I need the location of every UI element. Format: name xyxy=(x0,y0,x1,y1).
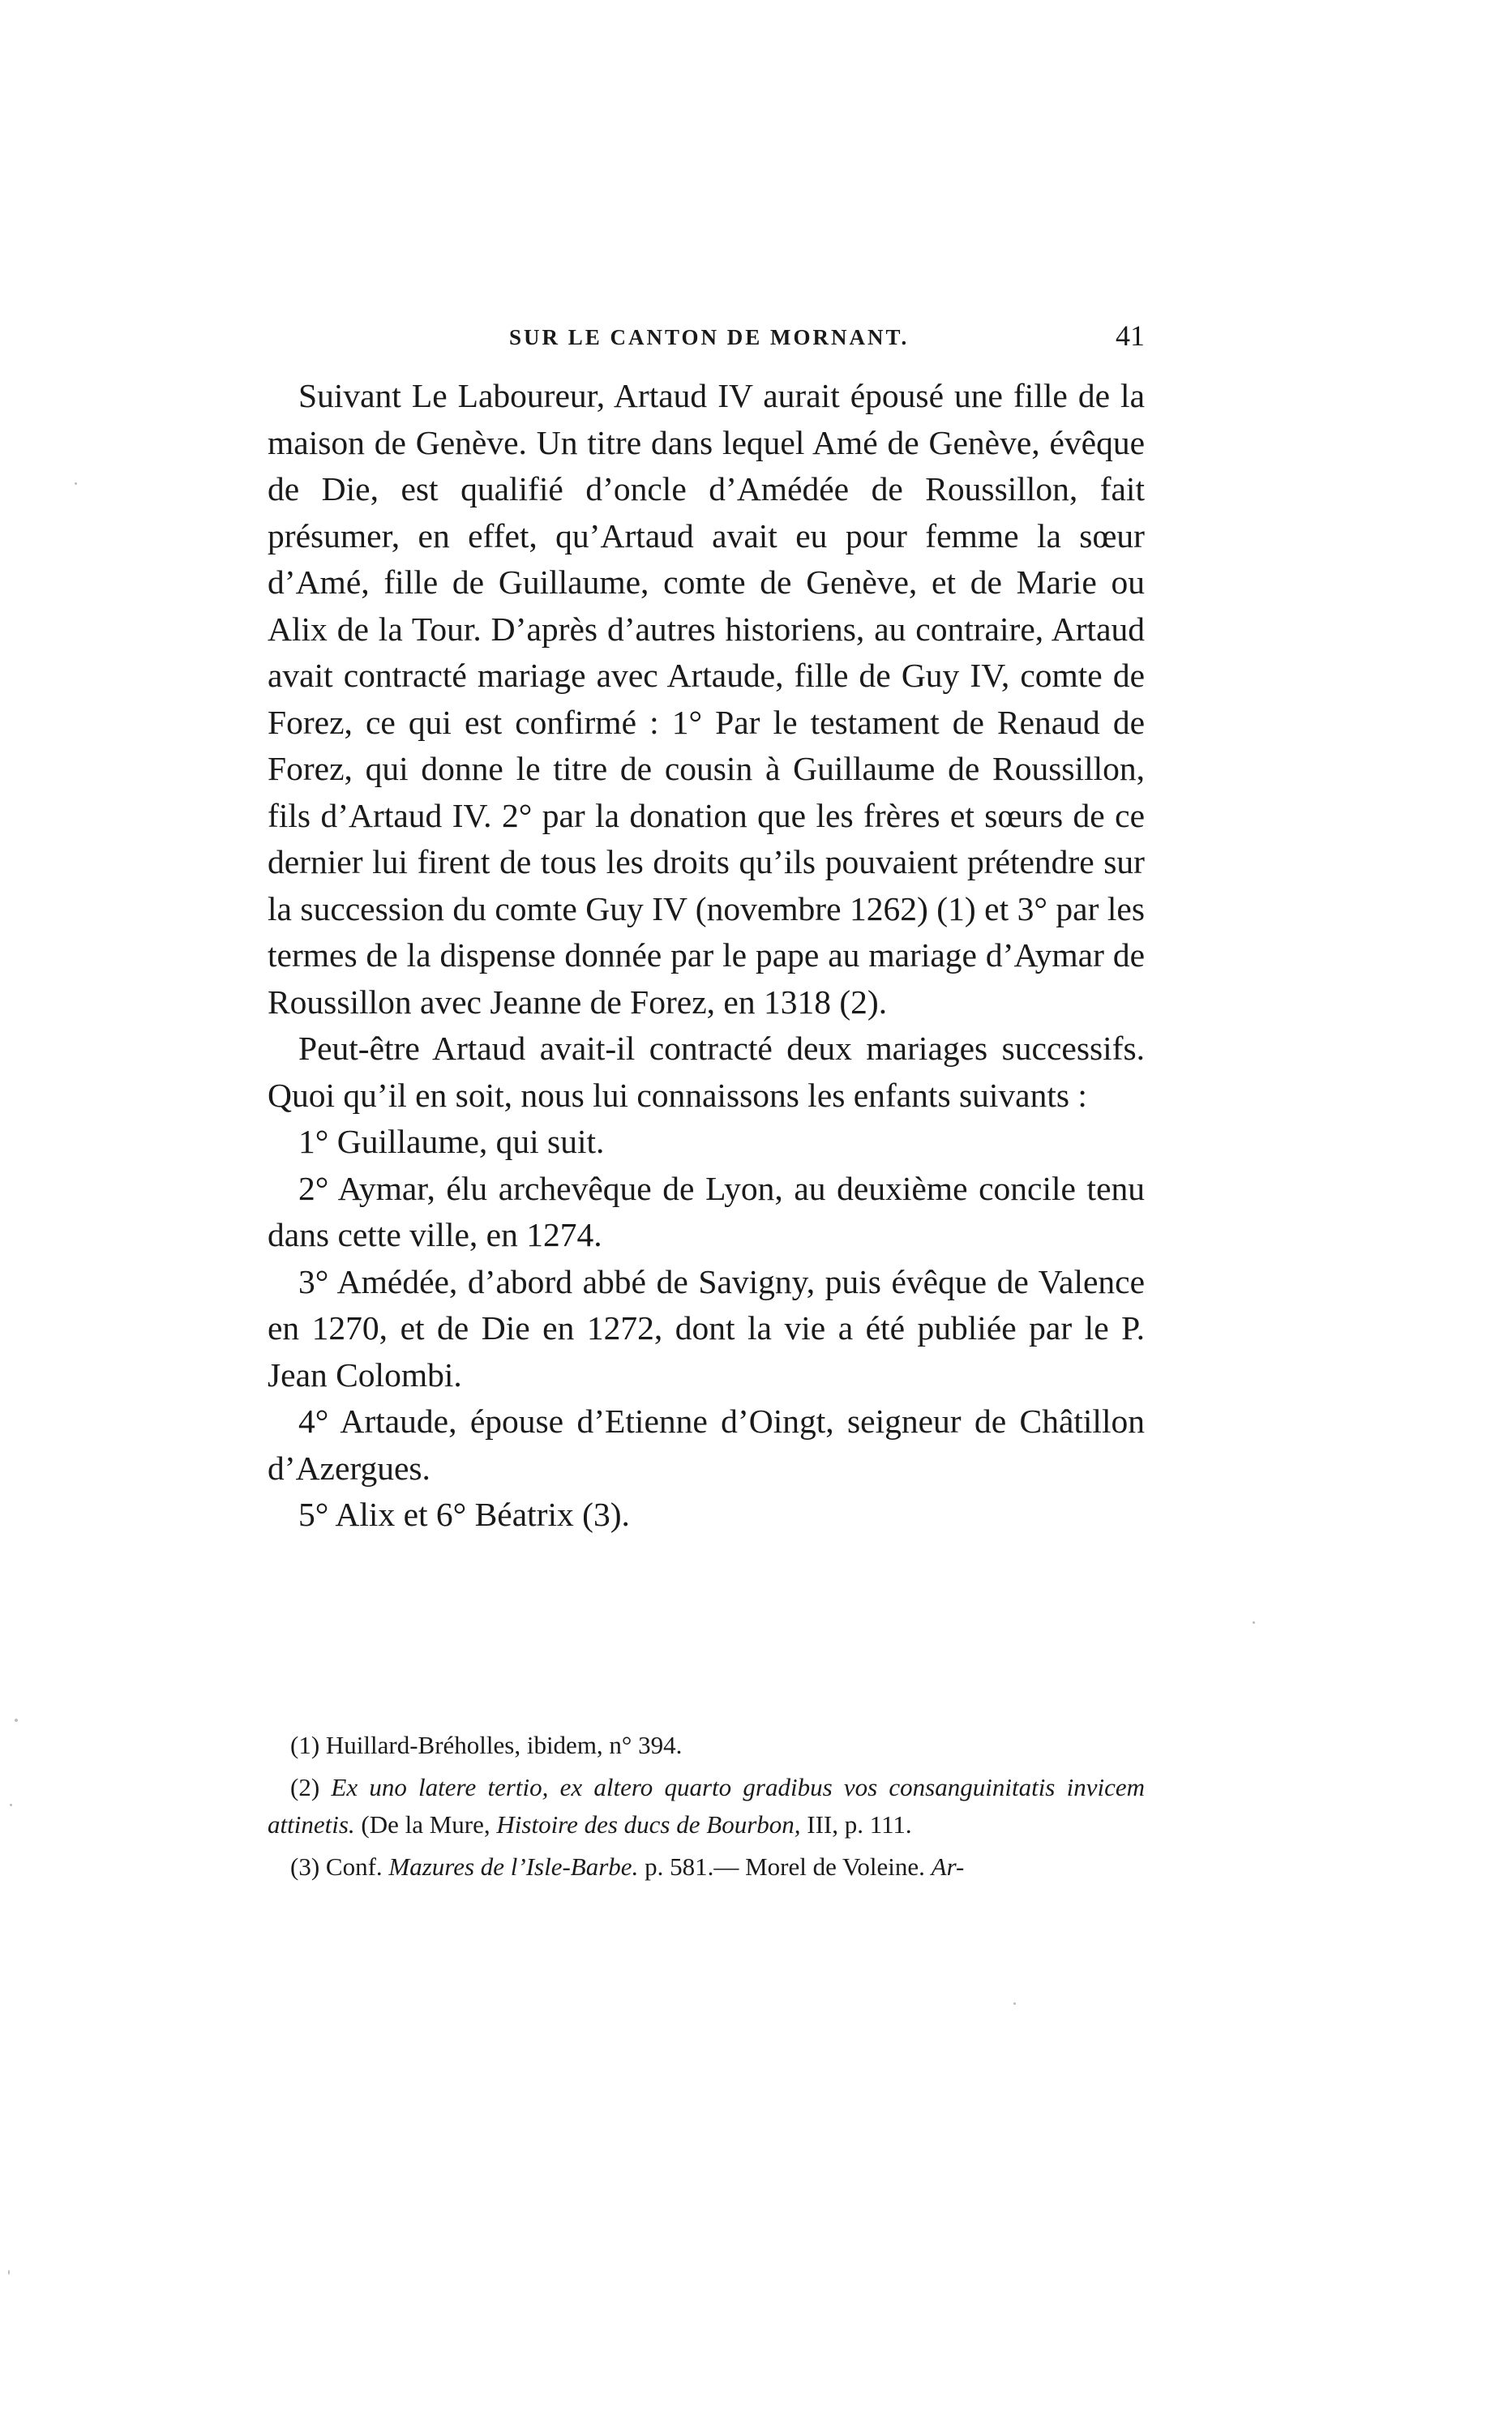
list-item: 5° Alix et 6° Béatrix (3). xyxy=(298,1496,630,1533)
footnote-3 xyxy=(268,1848,1145,1886)
footnote-1: (1) Huillard-Bréholles, ibidem, n° 394. xyxy=(290,1731,683,1759)
running-title: SUR LE CANTON DE MORNANT. xyxy=(509,325,910,349)
footnote-2-source: (De la Mure, xyxy=(361,1810,490,1839)
footnote-2-mark: (2) xyxy=(290,1773,320,1801)
footnote-3-book-title: Mazures de l’Isle-Barbe. xyxy=(388,1852,639,1881)
speck xyxy=(15,1719,18,1722)
speck xyxy=(8,2270,10,2275)
main-text xyxy=(268,373,1145,1539)
paragraph: Suivant Le Laboureur, Artaud IV aurait épousé une fille de la maison de Genève. Un titre dans lequel Amé de Genève, évêque de Die, est qualifié d’oncle d’Amédée de Roussillon, fait présumer, en effet, qu’Artaud avait eu pour femme la sœur d’Amé, fille de Guillaume, comte de Genève, et de Marie ou Alix de la Tour. D’après d’autres historiens, au contraire, Artaud avait contracté mariage avec Artaude, fille de Guy IV, comte de Forez, ce qui est confirmé : 1° Par le testament de Renaud de Forez, qui donne le titre de cousin à Guillaume de Roussillon, fils d’Artaud IV. 2° par la donation que les frères et sœurs de ce dernier lui firent de tous les droits qu’ils pouvaient prétendre sur la succession du comte Guy IV (novembre 1262) (1) et 3° par les termes de la dispense donnée par le pape au mariage d’Aymar de Roussillon avec Jeanne de Forez, en 1318 (2). xyxy=(268,377,1145,1021)
footnote-2-book-title: Histoire des ducs de Bourbon, xyxy=(496,1810,801,1839)
footnote-3-mark: (3) Conf. xyxy=(290,1852,383,1881)
speck xyxy=(1013,2002,1016,2005)
footnote-3-tail: Ar- xyxy=(931,1852,965,1881)
footnote-2-ref: III, p. 111. xyxy=(807,1810,912,1839)
footnote-2-latin: Ex uno latere tertio, ex altero quarto gradibus vos consanguinitatis invicem attinetis. xyxy=(268,1773,1145,1839)
footnotes xyxy=(268,1727,1145,1891)
footnote-3-ref: p. 581.— Morel de Voleine. xyxy=(645,1852,925,1881)
speck xyxy=(75,482,77,485)
list-item: 1° Guillaume, qui suit. xyxy=(298,1123,605,1160)
list-item: 3° Amédée, d’abord abbé de Savigny, puis évêque de Valence en 1270, et de Die en 1272, dont la vie a été publiée par le P. Jean Colombi. xyxy=(268,1262,1145,1394)
running-head xyxy=(268,319,1145,359)
list-item: 4° Artaude, épouse d’Etienne d’Oingt, seigneur de Châtillon d’Azergues. xyxy=(268,1402,1145,1487)
list-item: 2° Aymar, élu archevêque de Lyon, au deuxième concile tenu dans cette ville, en 1274. xyxy=(268,1169,1145,1253)
footnote-2 xyxy=(268,1769,1145,1843)
speck xyxy=(10,1804,12,1806)
paragraph: Peut-être Artaud avait-il contracté deux mariages successifs. Quoi qu’il en soit, nous lui connaissons les enfants suivants : xyxy=(268,1030,1145,1114)
speck xyxy=(1253,1621,1255,1624)
page-number: 41 xyxy=(1116,319,1145,352)
